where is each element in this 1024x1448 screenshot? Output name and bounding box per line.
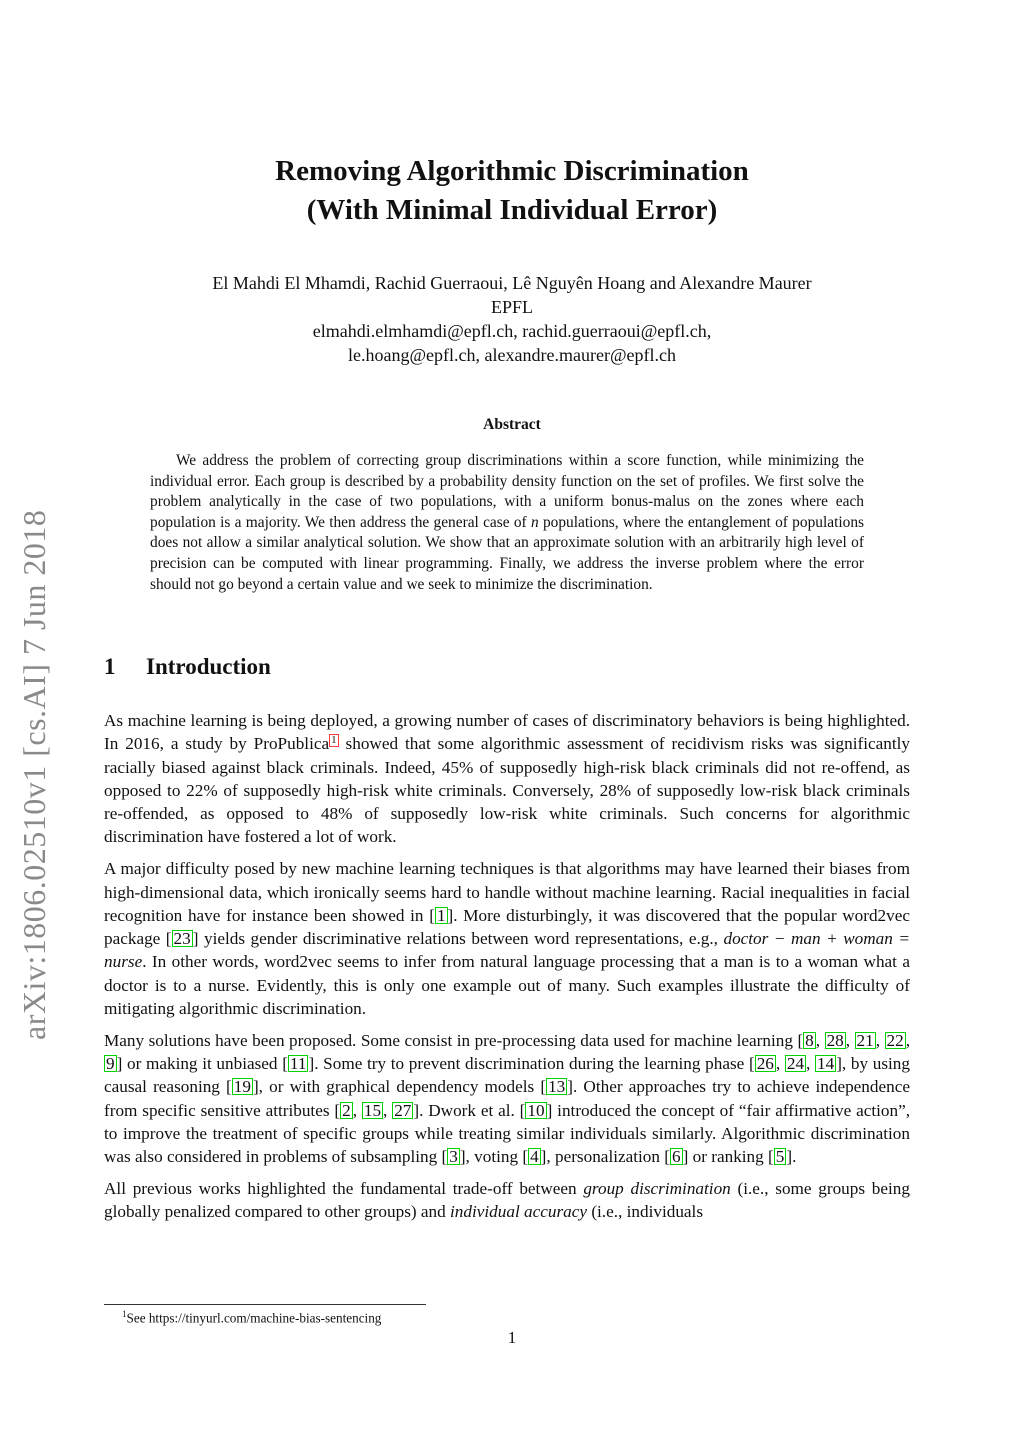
separator: , — [806, 1054, 816, 1074]
citation-link[interactable]: 6 — [672, 1147, 681, 1167]
text-run: ]. — [786, 1147, 797, 1167]
citation-link[interactable]: 24 — [786, 1054, 805, 1074]
footnote-link[interactable]: 1 — [331, 733, 337, 746]
text-run: (i.e., individuals — [587, 1202, 704, 1222]
footnote-text[interactable]: See https://tinyurl.com/machine-bias-sentencing — [126, 1310, 382, 1326]
citation-link[interactable]: 13 — [548, 1077, 566, 1097]
separator: , — [383, 1100, 393, 1120]
abstract-body — [150, 451, 864, 595]
citation-link[interactable]: 2 — [342, 1100, 351, 1120]
introduction-body — [104, 709, 910, 1232]
section-heading-introduction — [104, 654, 271, 680]
text-run: ] or making it unbiased [ — [116, 1054, 288, 1074]
footnote-mark: 1 — [122, 1309, 127, 1319]
emphasis: group discrimination — [583, 1179, 731, 1199]
text-run: ], personalization [ — [540, 1147, 671, 1167]
abstract-text: populations, where the entanglement of populations does not allow a similar analytical solution. We show that an approximate solution with an arbitrarily high level of precision can be computed with linear programming. Finally, we address the inverse problem where the error should not go beyond a certain value and we seek to minimize the discrimination. — [150, 513, 865, 593]
title-line-2: (With Minimal Individual Error) — [306, 194, 718, 226]
citation-link[interactable]: 5 — [775, 1147, 785, 1167]
citation-link[interactable]: 1 — [436, 905, 446, 925]
citation-link[interactable]: 26 — [756, 1054, 774, 1074]
emails-line-2: le.hoang@epfl.ch, alexandre.maurer@epfl.ch — [348, 345, 676, 365]
citation-link[interactable]: 4 — [530, 1147, 539, 1167]
separator: , — [775, 1054, 785, 1074]
paragraph-1 — [104, 709, 910, 849]
citation-link[interactable]: 23 — [173, 929, 191, 949]
citation-link[interactable]: 22 — [886, 1030, 904, 1050]
text-run: Many solutions have been proposed. Some consist in pre-processing data used for machine learning [ — [104, 1030, 804, 1050]
text-run: ]. Some try to prevent discrimination during the learning phase [ — [308, 1054, 755, 1074]
text-run: . In other words, word2vec seems to infer from natural language processing that a man is to a woman what a doctor is to a nurse. Evidently, this is only one example out of many. Such examples illustrate the difficulty of mitigating algorithmic discrimination. — [104, 952, 910, 1019]
text-run: ], by using causal reasoning [ — [104, 1054, 910, 1097]
arxiv-side-stamp: arXiv:1806.02510v1 [cs.AI] 7 Jun 2018 — [16, 509, 52, 1040]
paragraph-2 — [104, 857, 910, 1020]
citation-link[interactable]: 15 — [363, 1100, 382, 1120]
citation-link[interactable]: 9 — [106, 1054, 115, 1074]
text-run: ] yields gender discriminative relations between word representations, e.g., — [192, 929, 724, 949]
footnote — [122, 1309, 381, 1326]
citation-link[interactable]: 27 — [394, 1100, 412, 1120]
text-run: ] or ranking [ — [682, 1147, 774, 1167]
separator: , — [845, 1030, 855, 1050]
section-title: Introduction — [146, 654, 271, 679]
author-names: El Mahdi El Mhamdi, Rachid Guerraoui, Lê Nguyên Hoang and Alexandre Maurer — [212, 273, 812, 293]
text-run: ]. More disturbingly, it was discovered that the popular word2vec package [ — [104, 905, 910, 949]
emails-line-1: elmahdi.elmhamdi@epfl.ch, rachid.guerraoui@epfl.ch, — [312, 321, 712, 341]
paper-title — [0, 152, 1024, 230]
author-block — [0, 271, 1024, 367]
text-run: As machine learning is being deployed, a growing number of cases of discriminatory behaviors is being highlighted. In 2016, a study by ProPublica — [104, 711, 910, 754]
title-line-1: Removing Algorithmic Discrimination — [275, 155, 749, 187]
text-run: ] introduced the concept of “fair affirmative action”, to improve the treatment of specific groups while treating similar individuals similarly. Algorithmic discrimination was also considered in problems of subsampling [ — [104, 1100, 910, 1167]
citation-link[interactable]: 14 — [817, 1054, 835, 1074]
separator: , — [875, 1030, 885, 1050]
citation-link[interactable]: 11 — [289, 1054, 307, 1074]
paragraph-4 — [104, 1177, 910, 1224]
text-run: All previous works highlighted the fundamental trade-off between — [104, 1179, 584, 1199]
footnote-divider — [104, 1304, 426, 1305]
citation-link[interactable]: 19 — [233, 1077, 251, 1097]
affiliation: EPFL — [490, 297, 533, 317]
text-run: ], or with graphical dependency models [ — [252, 1077, 547, 1097]
text-run: ]. Other approaches try to achieve independence from specific sensitive attributes [ — [104, 1077, 910, 1120]
abstract-var-n: n — [530, 513, 539, 531]
abstract-heading: Abstract — [483, 416, 541, 433]
page-number: 1 — [507, 1328, 517, 1347]
text-run: (i.e., some groups being globally penalized compared to other groups) and — [104, 1179, 910, 1222]
citation-link[interactable]: 3 — [449, 1147, 458, 1167]
citation-link[interactable]: 21 — [856, 1030, 874, 1050]
separator: , — [352, 1100, 362, 1120]
math-expression: doctor − man + woman = nurse — [104, 929, 910, 972]
emphasis: individual accuracy — [450, 1202, 588, 1222]
citation-link[interactable]: 8 — [805, 1030, 814, 1050]
separator: , — [905, 1030, 911, 1050]
citation-link[interactable]: 28 — [826, 1030, 844, 1050]
text-run: showed that some algorithmic assessment of recidivism risks was significantly racially biased against black criminals. Indeed, 45% of supposedly high-risk black criminals did not re-offend, as opposed to 22% of supposedly high-risk white criminals. Conversely, 28% of supposedly low-risk black criminals re-offended, as opposed to 48% of supposedly low-risk white criminals. Such concerns for algorithmic discrimination have fostered a lot of work. — [104, 734, 911, 847]
text-run: ], voting [ — [459, 1147, 529, 1167]
paragraph-3 — [104, 1029, 910, 1169]
abstract-text: We address the problem of correcting group discriminations within a score function, while minimizing the individual error. Each group is described by a probability density function on the set of profiles. We first solve the problem analytically in the case of two populations, with a uniform bonus-malus on the zones where each population is a majority. We then address the general case of — [150, 452, 864, 531]
text-run: A major difficulty posed by new machine learning techniques is that algorithms may have learned their biases from high-dimensional data, which ironically seems hard to handle without machine learning. Racial inequalities in facial recognition have for instance been showed in [ — [104, 859, 910, 925]
citation-link[interactable]: 10 — [527, 1100, 545, 1120]
separator: , — [815, 1030, 825, 1050]
section-number: 1 — [104, 654, 116, 679]
text-run: ]. Dwork et al. [ — [413, 1100, 526, 1120]
